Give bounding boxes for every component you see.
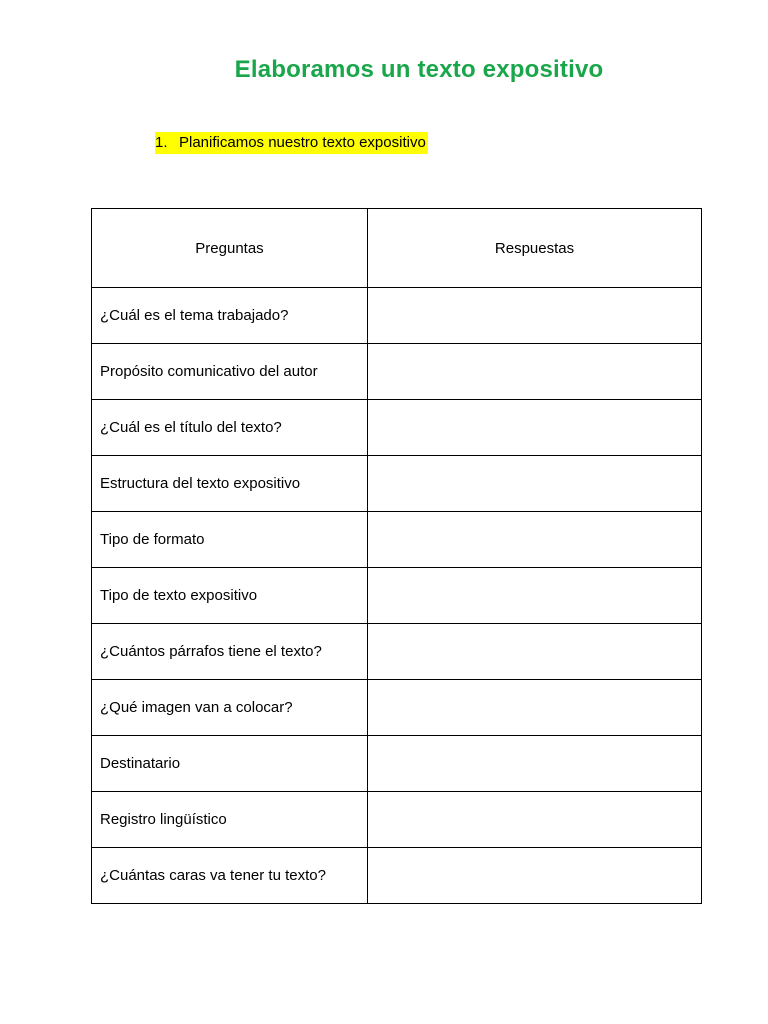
- question-cell: ¿Cuál es el tema trabajado?: [92, 288, 368, 344]
- answer-cell[interactable]: [368, 680, 702, 736]
- table-row: [92, 344, 702, 400]
- answer-cell[interactable]: [368, 512, 702, 568]
- table-row: [92, 456, 702, 512]
- table-row: [92, 848, 702, 904]
- answer-cell[interactable]: [368, 288, 702, 344]
- question-cell: ¿Qué imagen van a colocar?: [92, 680, 368, 736]
- question-cell: Estructura del texto expositivo: [92, 456, 368, 512]
- table-row: [92, 288, 702, 344]
- table-row: [92, 680, 702, 736]
- answer-cell[interactable]: [368, 568, 702, 624]
- question-cell: ¿Cuántos párrafos tiene el texto?: [92, 624, 368, 680]
- table-row: [92, 624, 702, 680]
- table-row: [92, 400, 702, 456]
- question-cell: ¿Cuántas caras va tener tu texto?: [92, 848, 368, 904]
- table-header-row: [92, 209, 702, 288]
- question-cell: Tipo de formato: [92, 512, 368, 568]
- answer-cell[interactable]: [368, 456, 702, 512]
- header-preguntas: Preguntas: [92, 209, 368, 288]
- table-row: [92, 736, 702, 792]
- question-cell: Propósito comunicativo del autor: [92, 344, 368, 400]
- table-row: [92, 792, 702, 848]
- answer-cell[interactable]: [368, 792, 702, 848]
- question-cell: Destinatario: [92, 736, 368, 792]
- answer-cell[interactable]: [368, 624, 702, 680]
- step-label: Planificamos nuestro texto expositivo: [179, 134, 426, 151]
- planning-table: [91, 208, 702, 904]
- answer-cell[interactable]: [368, 344, 702, 400]
- answer-cell[interactable]: [368, 400, 702, 456]
- question-cell: Tipo de texto expositivo: [92, 568, 368, 624]
- table-row: [92, 512, 702, 568]
- answer-cell[interactable]: [368, 736, 702, 792]
- document-title: Elaboramos un texto expositivo: [234, 56, 604, 83]
- answer-cell[interactable]: [368, 848, 702, 904]
- question-cell: Registro lingüístico: [92, 792, 368, 848]
- step-heading: [155, 132, 428, 154]
- step-number: 1.: [155, 134, 168, 151]
- table-row: [92, 568, 702, 624]
- question-cell: ¿Cuál es el título del texto?: [92, 400, 368, 456]
- header-respuestas: Respuestas: [368, 209, 702, 288]
